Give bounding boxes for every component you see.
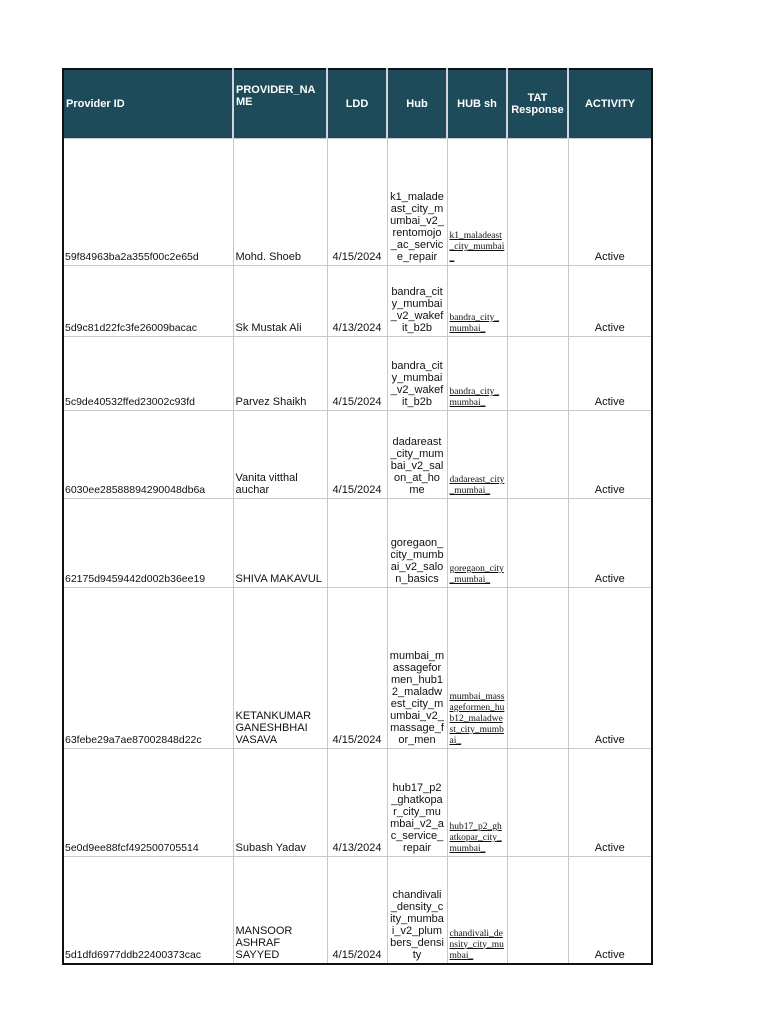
table-row	[63, 749, 652, 857]
provider-name-cell: SHIVA MAKAVUL	[233, 499, 327, 588]
hub-sh-cell	[447, 411, 507, 499]
table-row	[63, 266, 652, 337]
header-tat-response: TAT Response	[507, 69, 568, 139]
hub-sh-cell	[447, 499, 507, 588]
hub-cell: dadareast_city_mumbai_v2_salon_at_home	[387, 411, 447, 499]
ldd-cell: 4/15/2024	[327, 337, 387, 411]
ldd-cell: 4/15/2024	[327, 139, 387, 266]
hub-cell: bandra_city_mumbai_v2_wakefit_b2b	[387, 266, 447, 337]
provider-id-cell: 59f84963ba2a355f00c2e65d	[63, 139, 233, 266]
hub-cell: mumbai_massageformen_hub12_maladwest_city_mumbai_v2_massage_for_men	[387, 588, 447, 749]
hub-sh-link[interactable]: bandra_city_mumbai_	[449, 387, 500, 408]
provider-name-cell: Parvez Shaikh	[233, 337, 327, 411]
hub-sh-link[interactable]: dadareast_city_mumbai_	[449, 475, 505, 496]
table-row	[63, 337, 652, 411]
hub-cell: chandivali_density_city_mumbai_v2_plumbers_density	[387, 857, 447, 964]
tat-response-cell	[507, 266, 568, 337]
hub-sh-cell	[447, 266, 507, 337]
hub-cell: hub17_p2_ghatkopar_city_mumbai_v2_ac_service_repair	[387, 749, 447, 857]
hub-cell: goregaon_city_mumbai_v2_salon_basics	[387, 499, 447, 588]
header-hub-sh: HUB sh	[447, 69, 507, 139]
activity-cell: Active	[568, 588, 652, 749]
header-ldd: LDD	[327, 69, 387, 139]
provider-name-cell: MANSOOR ASHRAF SAYYED	[233, 857, 327, 964]
hub-sh-link[interactable]: chandivali_density_city_mumbai_	[449, 928, 504, 961]
ldd-cell: 4/15/2024	[327, 588, 387, 749]
tat-response-cell	[507, 337, 568, 411]
provider-id-cell: 5e0d9ee88fcf492500705514	[63, 749, 233, 857]
hub-sh-cell	[447, 337, 507, 411]
tat-response-cell	[507, 411, 568, 499]
hub-sh-cell	[447, 588, 507, 749]
hub-sh-link[interactable]: hub17_p2_ghatkopar_city_mumbai_	[449, 822, 502, 854]
activity-cell: Active	[568, 499, 652, 588]
header-hub: Hub	[387, 69, 447, 139]
hub-sh-link[interactable]: goregaon_city_mumbai_	[449, 564, 504, 585]
provider-id-cell: 63febe29a7ae87002848d22c	[63, 588, 233, 749]
table-row	[63, 499, 652, 588]
provider-id-cell: 62175d9459442d002b36ee19	[63, 499, 233, 588]
provider-table	[62, 68, 653, 965]
ldd-cell: 4/13/2024	[327, 749, 387, 857]
table-header	[63, 69, 652, 139]
provider-name-cell: Mohd. Shoeb	[233, 139, 327, 266]
ldd-cell	[327, 499, 387, 588]
provider-id-cell: 5c9de40532ffed23002c93fd	[63, 337, 233, 411]
activity-cell: Active	[568, 749, 652, 857]
hub-sh-cell	[447, 857, 507, 964]
provider-name-cell: Vanita vitthal auchar	[233, 411, 327, 499]
tat-response-cell	[507, 749, 568, 857]
header-provider-id: Provider ID	[63, 69, 233, 139]
activity-cell: Active	[568, 411, 652, 499]
table-row	[63, 857, 652, 964]
provider-name-cell: Sk Mustak Ali	[233, 266, 327, 337]
activity-cell: Active	[568, 857, 652, 964]
table-row	[63, 588, 652, 749]
hub-cell: k1_maladeast_city_mumbai_v2_rentomojo_ac_service_repair	[387, 139, 447, 266]
provider-id-cell: 5d9c81d22fc3fe26009bacac	[63, 266, 233, 337]
ldd-cell: 4/15/2024	[327, 857, 387, 964]
table-body	[63, 139, 652, 964]
header-provider-name: PROVIDER_NAME	[233, 69, 327, 139]
tat-response-cell	[507, 139, 568, 266]
table-row	[63, 139, 652, 266]
ldd-cell: 4/15/2024	[327, 411, 387, 499]
provider-name-cell: Subash Yadav	[233, 749, 327, 857]
hub-sh-link[interactable]: bandra_city_mumbai_	[449, 313, 500, 334]
tat-response-cell	[507, 588, 568, 749]
provider-id-cell: 5d1dfd6977ddb22400373cac	[63, 857, 233, 964]
hub-sh-cell	[447, 749, 507, 857]
provider-name-cell: KETANKUMAR GANESHBHAI VASAVA	[233, 588, 327, 749]
header-activity: ACTIVITY	[568, 69, 652, 139]
provider-id-cell: 6030ee28588894290048db6a	[63, 411, 233, 499]
tat-response-cell	[507, 857, 568, 964]
hub-sh-link[interactable]: mumbai_massageformen_hub12_maladwest_city_mumbai_	[449, 692, 505, 746]
activity-cell: Active	[568, 139, 652, 266]
ldd-cell: 4/13/2024	[327, 266, 387, 337]
activity-cell: Active	[568, 266, 652, 337]
hub-sh-link[interactable]: k1_maladeast_city_mumbai_	[449, 231, 505, 263]
activity-cell: Active	[568, 337, 652, 411]
hub-sh-cell	[447, 139, 507, 266]
header-row	[63, 69, 652, 139]
hub-cell: bandra_city_mumbai_v2_wakefit_b2b	[387, 337, 447, 411]
table-row	[63, 411, 652, 499]
tat-response-cell	[507, 499, 568, 588]
